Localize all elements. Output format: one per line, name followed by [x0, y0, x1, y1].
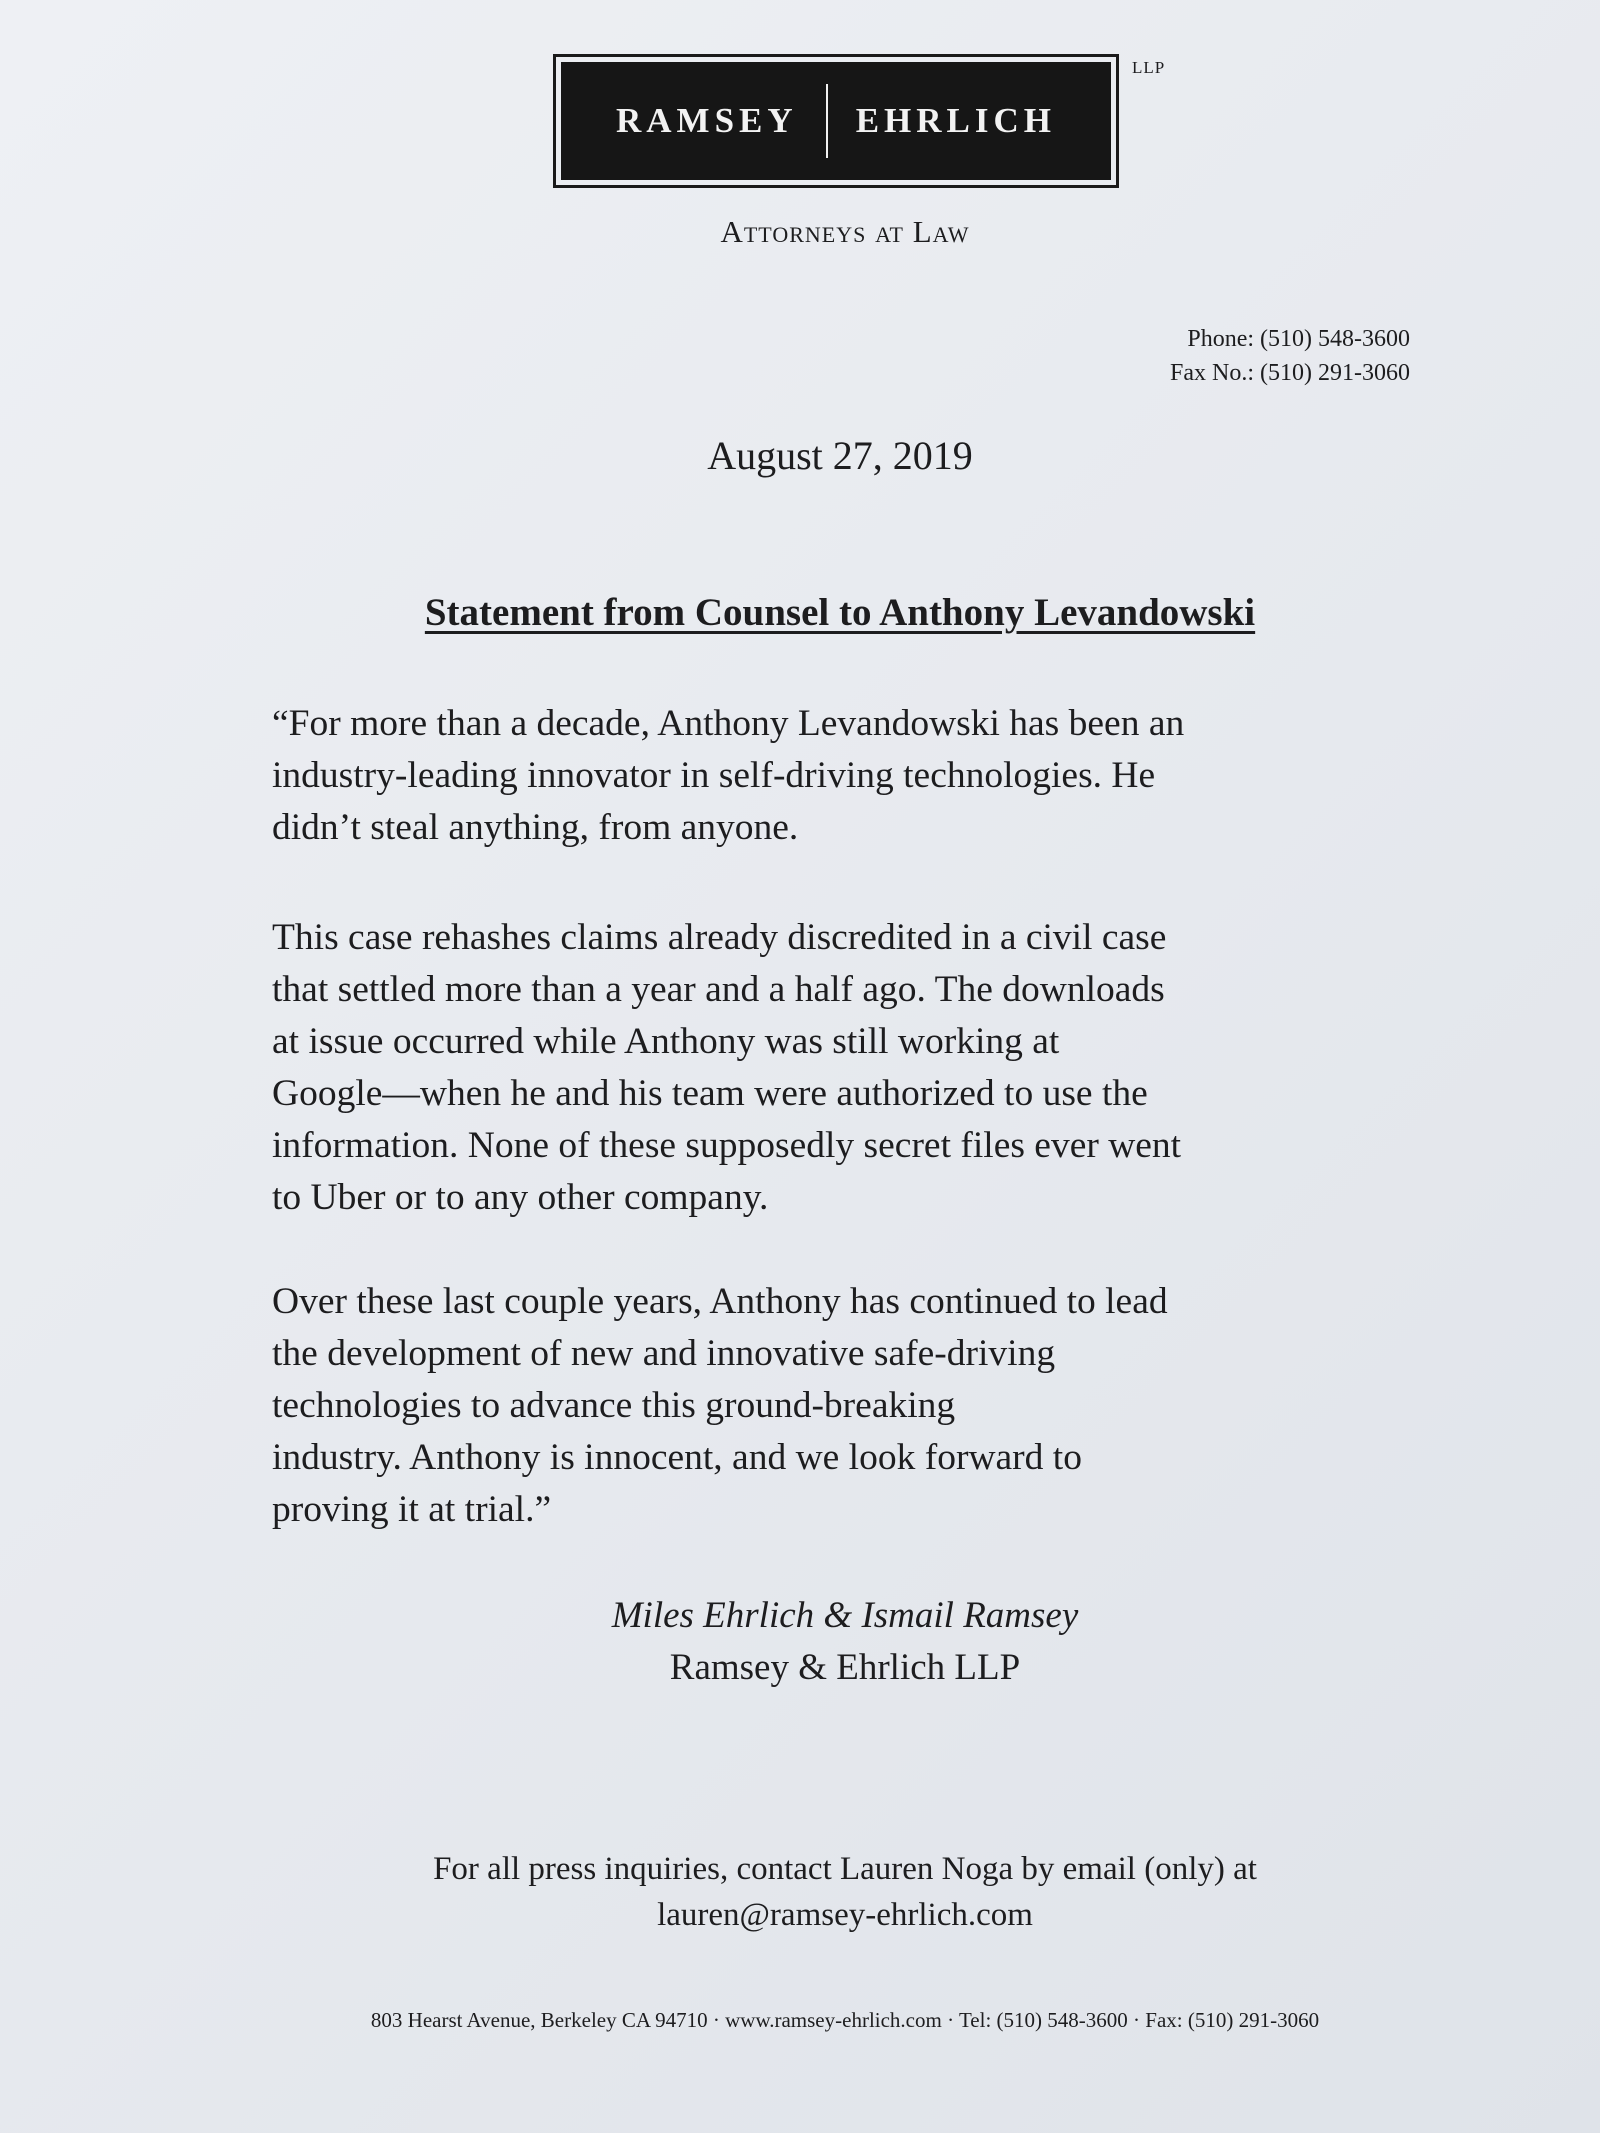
- phone-number: Phone: (510) 548-3600: [1187, 326, 1410, 352]
- letter-footer: 803 Hearst Avenue, Berkeley CA 94710 · www.ramsey-ehrlich.com · Tel: (510) 548-3600 · Fax: (510) 291-3060: [370, 2008, 1320, 2032]
- firm-logo-plate: [561, 62, 1111, 180]
- paragraph-line: to Uber or to any other company.: [272, 1177, 769, 1218]
- llp-mark: LLP: [1132, 58, 1166, 77]
- paragraph-line: the development of new and innovative safe-driving: [272, 1333, 1056, 1374]
- press-email: lauren@ramsey-ehrlich.com: [657, 1897, 1033, 1933]
- letter-date: August 27, 2019: [707, 433, 973, 478]
- paragraph-line: proving it at trial.”: [272, 1489, 552, 1530]
- paragraph-2: [272, 912, 1412, 1224]
- paragraph-3: [272, 1276, 1412, 1536]
- fax-number: Fax No.: (510) 291-3060: [1170, 360, 1410, 386]
- firm-tagline: Attorneys at Law: [720, 214, 970, 249]
- paragraph-line: that settled more than a year and a half ago. The downloads: [272, 969, 1165, 1010]
- paragraph-1: [272, 698, 1412, 854]
- press-inquiries: [0, 1846, 1600, 1938]
- paragraph-line: at issue occurred while Anthony was still working at: [272, 1021, 1060, 1062]
- paragraph-line: didn’t steal anything, from anyone.: [272, 807, 799, 848]
- paragraph-line: information. None of these supposedly secret files ever went: [272, 1125, 1182, 1166]
- statement-title: Statement from Counsel to Anthony Levandowski: [424, 591, 1256, 634]
- firm-logo: [553, 54, 1119, 188]
- press-contact-text: For all press inquiries, contact Lauren Noga by email (only) at: [433, 1851, 1257, 1887]
- paragraph-line: “For more than a decade, Anthony Levandowski has been an: [272, 703, 1185, 744]
- signatory-firm: Ramsey & Ehrlich LLP: [669, 1647, 1021, 1688]
- logo-word-ramsey: RAMSEY: [616, 101, 798, 140]
- contact-block: [1170, 322, 1410, 390]
- paragraph-line: Google—when he and his team were authorized to use the: [272, 1073, 1148, 1114]
- signature-block: [0, 1590, 1600, 1694]
- paragraph-line: technologies to advance this ground-breaking: [272, 1385, 956, 1426]
- paragraph-line: Over these last couple years, Anthony has continued to lead: [272, 1281, 1168, 1322]
- paragraph-line: industry-leading innovator in self-driving technologies. He: [272, 755, 1156, 796]
- signatory-names: Miles Ehrlich & Ismail Ramsey: [611, 1595, 1079, 1636]
- paragraph-line: This case rehashes claims already discredited in a civil case: [272, 917, 1167, 958]
- logo-word-ehrlich: EHRLICH: [855, 101, 1056, 140]
- paragraph-line: industry. Anthony is innocent, and we look forward to: [272, 1437, 1082, 1478]
